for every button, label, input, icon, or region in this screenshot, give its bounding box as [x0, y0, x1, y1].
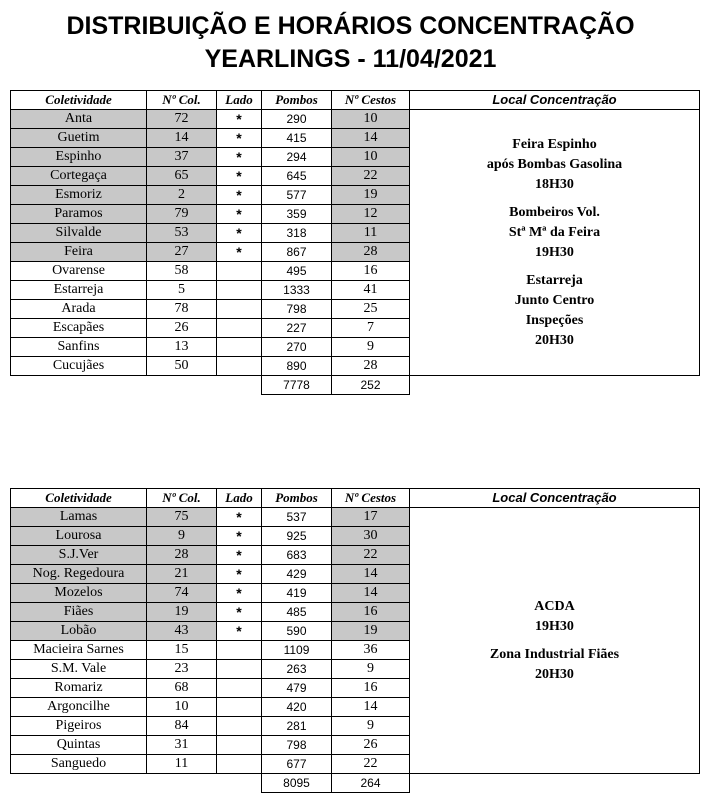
num-col-cell: 65	[147, 167, 217, 186]
pombos-cell: 429	[262, 565, 332, 584]
coletividade-cell: Paramos	[11, 205, 147, 224]
header-coletividade: Coletividade	[11, 489, 147, 508]
coletividade-cell: Arada	[11, 300, 147, 319]
lado-cell: *	[217, 110, 262, 129]
num-cestos-cell: 10	[332, 148, 410, 167]
num-col-cell: 74	[147, 584, 217, 603]
num-cestos-cell: 7	[332, 319, 410, 338]
lado-cell: *	[217, 186, 262, 205]
header-row	[11, 91, 700, 110]
header-num-cestos: Nº Cestos	[332, 91, 410, 110]
num-col-cell: 15	[147, 641, 217, 660]
pombos-cell: 419	[262, 584, 332, 603]
num-col-cell: 31	[147, 736, 217, 755]
pombos-cell: 590	[262, 622, 332, 641]
location-line: 20H30	[535, 332, 574, 348]
table-row	[11, 110, 700, 129]
local-concentracao-cell	[410, 110, 700, 376]
num-col-cell: 75	[147, 508, 217, 527]
total-pombos: 7778	[262, 376, 332, 395]
coletividade-cell: S.J.Ver	[11, 546, 147, 565]
empty-cell	[410, 376, 700, 395]
location-line: 18H30	[535, 176, 574, 192]
num-col-cell: 27	[147, 243, 217, 262]
num-col-cell: 5	[147, 281, 217, 300]
pombos-cell: 318	[262, 224, 332, 243]
num-col-cell: 11	[147, 755, 217, 774]
lado-cell	[217, 281, 262, 300]
num-cestos-cell: 11	[332, 224, 410, 243]
pombos-cell: 577	[262, 186, 332, 205]
num-cestos-cell: 25	[332, 300, 410, 319]
lado-cell: *	[217, 603, 262, 622]
location-line: Feira Espinho	[512, 136, 597, 152]
coletividade-cell: S.M. Vale	[11, 660, 147, 679]
num-col-cell: 43	[147, 622, 217, 641]
location-group	[410, 645, 699, 685]
lado-cell: *	[217, 148, 262, 167]
pombos-cell: 420	[262, 698, 332, 717]
lado-cell	[217, 679, 262, 698]
num-cestos-cell: 17	[332, 508, 410, 527]
num-cestos-cell: 36	[332, 641, 410, 660]
coletividade-cell: Argoncilhe	[11, 698, 147, 717]
lado-cell: *	[217, 565, 262, 584]
coletividade-cell: Ovarense	[11, 262, 147, 281]
pombos-cell: 495	[262, 262, 332, 281]
lado-cell	[217, 357, 262, 376]
header-num-col: Nº Col.	[147, 91, 217, 110]
pombos-cell: 359	[262, 205, 332, 224]
distribution-table-1	[10, 90, 700, 395]
num-cestos-cell: 16	[332, 679, 410, 698]
num-cestos-cell: 41	[332, 281, 410, 300]
header-local: Local Concentração	[410, 489, 700, 508]
pombos-cell: 645	[262, 167, 332, 186]
header-lado: Lado	[217, 91, 262, 110]
coletividade-cell: Pigeiros	[11, 717, 147, 736]
num-cestos-cell: 9	[332, 660, 410, 679]
coletividade-cell: Nog. Regedoura	[11, 565, 147, 584]
pombos-cell: 798	[262, 736, 332, 755]
num-col-cell: 23	[147, 660, 217, 679]
lado-cell: *	[217, 129, 262, 148]
num-cestos-cell: 26	[332, 736, 410, 755]
header-lado: Lado	[217, 489, 262, 508]
header-pombos: Pombos	[262, 489, 332, 508]
lado-cell	[217, 300, 262, 319]
pombos-cell: 290	[262, 110, 332, 129]
empty-cell	[217, 376, 262, 395]
coletividade-cell: Espinho	[11, 148, 147, 167]
coletividade-cell: Feira	[11, 243, 147, 262]
empty-cell	[410, 774, 700, 793]
num-cestos-cell: 28	[332, 357, 410, 376]
lado-cell: *	[217, 167, 262, 186]
lado-cell: *	[217, 622, 262, 641]
num-col-cell: 84	[147, 717, 217, 736]
title-line-1: DISTRIBUIÇÃO E HORÁRIOS CONCENTRAÇÃO	[66, 12, 635, 40]
lado-cell: *	[217, 205, 262, 224]
empty-cell	[147, 774, 217, 793]
location-line: 19H30	[535, 244, 574, 260]
total-pombos: 8095	[262, 774, 332, 793]
location-line: após Bombas Gasolina	[486, 156, 623, 172]
num-cestos-cell: 16	[332, 262, 410, 281]
num-col-cell: 58	[147, 262, 217, 281]
num-col-cell: 26	[147, 319, 217, 338]
pombos-cell: 227	[262, 319, 332, 338]
num-cestos-cell: 30	[332, 527, 410, 546]
lado-cell: *	[217, 243, 262, 262]
coletividade-cell: Sanguedo	[11, 755, 147, 774]
coletividade-cell: Lobão	[11, 622, 147, 641]
num-col-cell: 68	[147, 679, 217, 698]
pombos-cell: 677	[262, 755, 332, 774]
empty-cell	[11, 774, 147, 793]
header-num-cestos: Nº Cestos	[332, 489, 410, 508]
lado-cell	[217, 755, 262, 774]
header-local: Local Concentração	[410, 91, 700, 110]
num-cestos-cell: 19	[332, 622, 410, 641]
location-group	[410, 597, 699, 637]
lado-cell	[217, 698, 262, 717]
empty-cell	[147, 376, 217, 395]
location-line: Zona Industrial Fiães	[489, 646, 620, 662]
empty-cell	[217, 774, 262, 793]
pombos-cell: 263	[262, 660, 332, 679]
totals-row	[11, 376, 700, 395]
lado-cell	[217, 262, 262, 281]
num-cestos-cell: 19	[332, 186, 410, 205]
num-cestos-cell: 12	[332, 205, 410, 224]
location-group	[410, 271, 699, 351]
coletividade-cell: Quintas	[11, 736, 147, 755]
header-pombos: Pombos	[262, 91, 332, 110]
lado-cell	[217, 319, 262, 338]
coletividade-cell: Guetim	[11, 129, 147, 148]
totals-row	[11, 774, 700, 793]
pombos-cell: 537	[262, 508, 332, 527]
pombos-cell: 925	[262, 527, 332, 546]
location-line: ACDA	[534, 598, 575, 614]
location-line: Stª Mª da Feira	[508, 224, 601, 240]
num-cestos-cell: 9	[332, 338, 410, 357]
pombos-cell: 867	[262, 243, 332, 262]
total-cestos: 252	[332, 376, 410, 395]
pombos-cell: 270	[262, 338, 332, 357]
num-cestos-cell: 14	[332, 584, 410, 603]
title-line-2: YEARLINGS - 11/04/2021	[204, 45, 497, 73]
num-col-cell: 13	[147, 338, 217, 357]
table-row	[11, 508, 700, 527]
location-line: Bombeiros Vol.	[509, 204, 600, 220]
location-line: 20H30	[535, 666, 574, 682]
coletividade-cell: Anta	[11, 110, 147, 129]
coletividade-cell: Cortegaça	[11, 167, 147, 186]
num-cestos-cell: 22	[332, 755, 410, 774]
location-line: Inspeções	[525, 312, 584, 328]
num-col-cell: 37	[147, 148, 217, 167]
num-cestos-cell: 14	[332, 698, 410, 717]
num-cestos-cell: 10	[332, 110, 410, 129]
total-cestos: 264	[332, 774, 410, 793]
pombos-cell: 890	[262, 357, 332, 376]
num-col-cell: 19	[147, 603, 217, 622]
lado-cell	[217, 736, 262, 755]
location-group	[410, 135, 699, 195]
coletividade-cell: Romariz	[11, 679, 147, 698]
coletividade-cell: Cucujães	[11, 357, 147, 376]
lado-cell	[217, 660, 262, 679]
pombos-cell: 1109	[262, 641, 332, 660]
pombos-cell: 1333	[262, 281, 332, 300]
location-group	[410, 203, 699, 263]
location-line: 19H30	[535, 618, 574, 634]
coletividade-cell: Escapães	[11, 319, 147, 338]
num-col-cell: 78	[147, 300, 217, 319]
coletividade-cell: Fiães	[11, 603, 147, 622]
pombos-cell: 479	[262, 679, 332, 698]
num-col-cell: 9	[147, 527, 217, 546]
header-coletividade: Coletividade	[11, 91, 147, 110]
num-cestos-cell: 22	[332, 167, 410, 186]
num-cestos-cell: 28	[332, 243, 410, 262]
pombos-cell: 798	[262, 300, 332, 319]
num-col-cell: 21	[147, 565, 217, 584]
coletividade-cell: Mozelos	[11, 584, 147, 603]
num-cestos-cell: 14	[332, 129, 410, 148]
coletividade-cell: Estarreja	[11, 281, 147, 300]
location-line: Estarreja	[526, 272, 583, 288]
num-col-cell: 79	[147, 205, 217, 224]
num-col-cell: 2	[147, 186, 217, 205]
lado-cell: *	[217, 224, 262, 243]
num-cestos-cell: 9	[332, 717, 410, 736]
empty-cell	[11, 376, 147, 395]
num-col-cell: 28	[147, 546, 217, 565]
header-num-col: Nº Col.	[147, 489, 217, 508]
coletividade-cell: Lourosa	[11, 527, 147, 546]
lado-cell: *	[217, 508, 262, 527]
lado-cell	[217, 717, 262, 736]
coletividade-cell: Sanfins	[11, 338, 147, 357]
pombos-cell: 485	[262, 603, 332, 622]
location-line: Junto Centro	[514, 292, 595, 308]
lado-cell: *	[217, 584, 262, 603]
num-col-cell: 72	[147, 110, 217, 129]
num-col-cell: 14	[147, 129, 217, 148]
pombos-cell: 281	[262, 717, 332, 736]
num-col-cell: 50	[147, 357, 217, 376]
coletividade-cell: Silvalde	[11, 224, 147, 243]
header-row	[11, 489, 700, 508]
coletividade-cell: Esmoriz	[11, 186, 147, 205]
num-cestos-cell: 16	[332, 603, 410, 622]
distribution-table-2	[10, 488, 700, 793]
local-concentracao-cell	[410, 508, 700, 774]
lado-cell: *	[217, 527, 262, 546]
pombos-cell: 294	[262, 148, 332, 167]
lado-cell	[217, 338, 262, 357]
num-cestos-cell: 22	[332, 546, 410, 565]
lado-cell: *	[217, 546, 262, 565]
num-cestos-cell: 14	[332, 565, 410, 584]
num-col-cell: 53	[147, 224, 217, 243]
coletividade-cell: Lamas	[11, 508, 147, 527]
pombos-cell: 683	[262, 546, 332, 565]
lado-cell	[217, 641, 262, 660]
num-col-cell: 10	[147, 698, 217, 717]
coletividade-cell: Macieira Sarnes	[11, 641, 147, 660]
pombos-cell: 415	[262, 129, 332, 148]
